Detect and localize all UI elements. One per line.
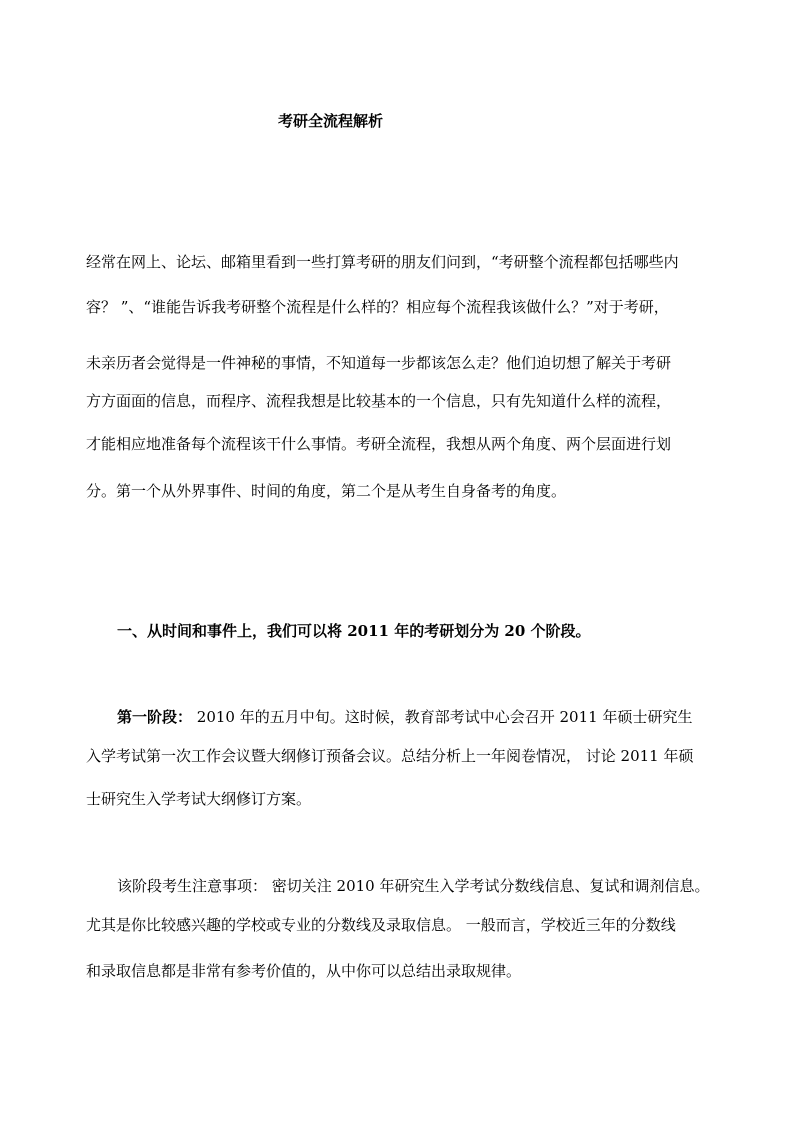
stage-1-label: 第一阶段： [117,708,193,726]
notes-line-2: 尤其是你比较感兴趣的学校或专业的分数线及录取信息。 一般而言，学校近三年的分数线 [86,916,676,934]
intro-line-6: 分。第一个从外界事件、时间的角度，第二个是从考生自身备考的角度。 [86,482,567,500]
stage-1-line-2: 入学考试第一次工作会议暨大纲修订预备会议。总结分析上一年阅卷情况， 讨论 2011 年硕 [86,747,694,765]
section-heading: 一、从时间和事件上，我们可以将 2011 年的考研划分为 20 个阶段。 [117,622,591,640]
notes-line-1: 该阶段考生注意事项： 密切关注 2010 年研究生入学考试分数线信息、复试和调剂信息。 [117,877,710,895]
document-title: 考研全流程解析 [278,112,384,130]
notes-line-3: 和录取信息都是非常有参考价值的，从中你可以总结出录取规律。 [86,962,522,980]
intro-line-1: 经常在网上、论坛、邮箱里看到一些打算考研的朋友们问到，“考研整个流程都包括哪些内 [86,253,679,271]
intro-line-3: 未亲历者会觉得是一件神秘的事情，不知道每一步都该怎么走？他们迫切想了解关于考研 [86,354,672,372]
stage-1-line-3: 士研究生入学考试大纲修订方案。 [86,790,312,808]
stage-1-line-1-text: 2010 年的五月中旬。这时候，教育部考试中心会召开 2011 年硕士研究生 [192,708,693,726]
intro-line-5: 才能相应地准备每个流程该干什么事情。考研全流程，我想从两个角度、两个层面进行划 [86,435,672,453]
intro-line-4: 方方面面的信息，而程序、流程我想是比较基本的一个信息，只有先知道什么样的流程， [86,392,672,410]
intro-line-2: 容？ ”、“谁能告诉我考研整个流程是什么样的？相应每个流程我该做什么？”对于考研， [86,298,669,316]
stage-1-line-1 [117,706,692,727]
